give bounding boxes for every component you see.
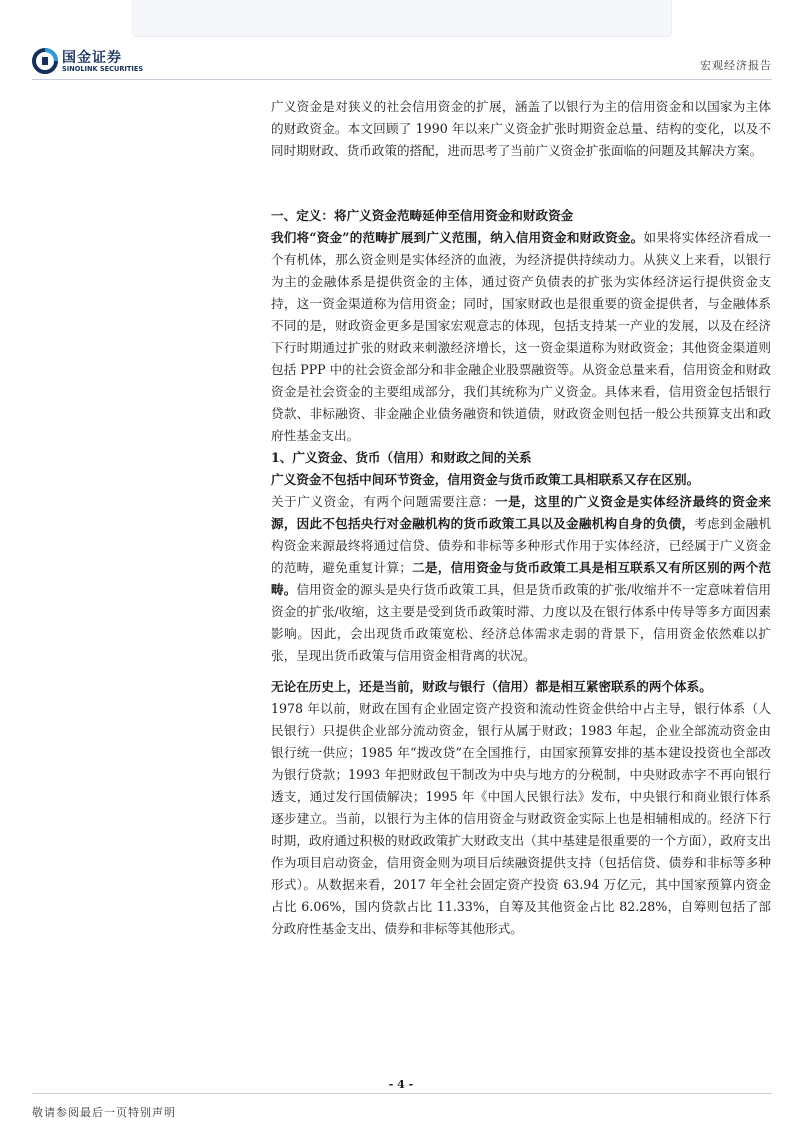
header-divider <box>32 79 772 80</box>
paragraph-text: 如果将实体经济看成一个有机体，那么资金则是实体经济的血液，为经济提供持续动力。从狭义上来看，以银行为主的金融体系是提供资金的主体，通过资产负债表的扩张为实体经济运行提供资金支持，这一资金渠道称为信用资金；同时，国家财政也是很重要的资金提供者，与金融体系不同的是，财政资金更多是国家宏观意志的体现，包括支持某一产业的发展，以及在经济下行时期通过扩张的财政来刺激经济增长，这一资金渠道称为财政资金；其他资金渠道则包括 PPP 中的社会资金部分和非金融企业股票融资等。从资金总量来看，信用资金和财政资金是社会资金的主要组成部分，我们其统称为广义资金。具体来看，信用资金包括银行贷款、非标融资、非金融企业债务融资和铁道债，财政资金则包括一般公共预算支出和政府性基金支出。 <box>271 230 771 443</box>
page-header <box>32 45 772 79</box>
subsection-heading: 1、广义资金、货币（信用）和财政之间的关系 <box>271 450 532 465</box>
company-logo <box>32 45 162 79</box>
paragraph-history: 1978 年以前，财政在国有企业固定资产投资和流动性资金供给中占主导，银行体系（人民银行）只提供企业部分流动资金，银行从属于财政；1983 年起，企业全部流动资金由银行统一供应；1985 年“拨改贷”在全国推行，由国家预算安排的基本建设投资也全部改为银行贷款；1993 年把财政包干制改为中央与地方的分税制，中央财政赤字不再向银行透支，通过发行国债解决；1995 年《中国人民银行法》发布，中央银行和商业银行体系逐步建立。当前，以银行为主体的信用资金与财政资金实际上也是相辅相成的。经济下行时期，政府通过积极的财政政策扩大财政支出（其中基建是很重要的一个方面），政府支出作为项目启动资金，信用资金则为项目后续融资提供支持（包括信贷、债券和非标等多种形式）。从数据来看，2017 年全社会固定资产投资 63.94 万亿元，其中国家预算内资金占比 6.06%，国内贷款占比 11.33%，自筹及其他资金占比 82.28%，自筹则包括了部分政府性基金支出、债券和非标等其他形式。 <box>271 701 771 936</box>
paragraph-relationship <box>271 491 771 667</box>
paragraph-history-lead: 无论在历史上，还是当前，财政与银行（信用）都是相互紧密联系的两个体系。 <box>271 679 712 694</box>
paragraph-text: 考虑到金融机构资金来源最终将通过信贷、债券和非标等多种形式作用于实体经济，已经属于广义资金的范畴，避免重复计算； <box>271 516 772 575</box>
footer-divider <box>32 1093 772 1094</box>
paragraph-lead: 我们将“资金”的范畴扩展到广义范围，纳入信用资金和财政资金。 <box>271 230 644 245</box>
brand-name-en: SINOLINK SECURITIES <box>62 65 144 73</box>
main-content <box>271 96 771 940</box>
paragraph-definition <box>271 227 771 447</box>
paragraph-text: 关于广义资金，有两个问题需要注意： <box>271 494 495 509</box>
paragraph-emphasis: 二是，信用资金与货币政策工具是相互联系又有所区别的两个范畴。 <box>271 560 772 597</box>
top-banner-placeholder <box>132 0 672 37</box>
section-heading: 一、定义：将广义资金范畴延伸至信用资金和财政资金 <box>271 208 574 223</box>
report-type: 宏观经济报告 <box>700 59 772 72</box>
paragraph-text: 信用资金的源头是央行货币政策工具，但是货币政策的扩张/收缩并不一定意味着信用资金的扩张/收缩，这主要是受到货币政策时滞、力度以及在银行体系中传导等多方面因素影响。因此，会出现货币政策宽松、经济总体需求走弱的背景下，信用资金依然难以扩张，呈现出货币政策与信用资金相背离的状况。 <box>271 582 772 663</box>
sinolink-logo-icon <box>32 48 58 74</box>
brand-name-cn: 国金证券 <box>62 50 122 66</box>
footer-disclaimer: 敬请参阅最后一页特别声明 <box>32 1106 176 1119</box>
paragraph-relationship-lead: 广义资金不包括中间环节资金，信用资金与货币政策工具相联系又存在区别。 <box>271 472 700 487</box>
page-number: - 4 - <box>388 1078 414 1091</box>
intro-paragraph: 广义资金是对狭义的社会信用资金的扩展，涵盖了以银行为主的信用资金和以国家为主体的财政资金。本文回顾了 1990 年以来广义资金扩张时期资金总量、结构的变化，以及不同时期财政、货币政策的搭配，进而思考了当前广义资金扩张面临的问题及其解决方案。 <box>271 99 771 158</box>
paragraph-emphasis: 一是，这里的广义资金是实体经济最终的资金来源，因此不包括央行对金融机构的货币政策工具以及金融机构自身的负债， <box>271 494 772 531</box>
